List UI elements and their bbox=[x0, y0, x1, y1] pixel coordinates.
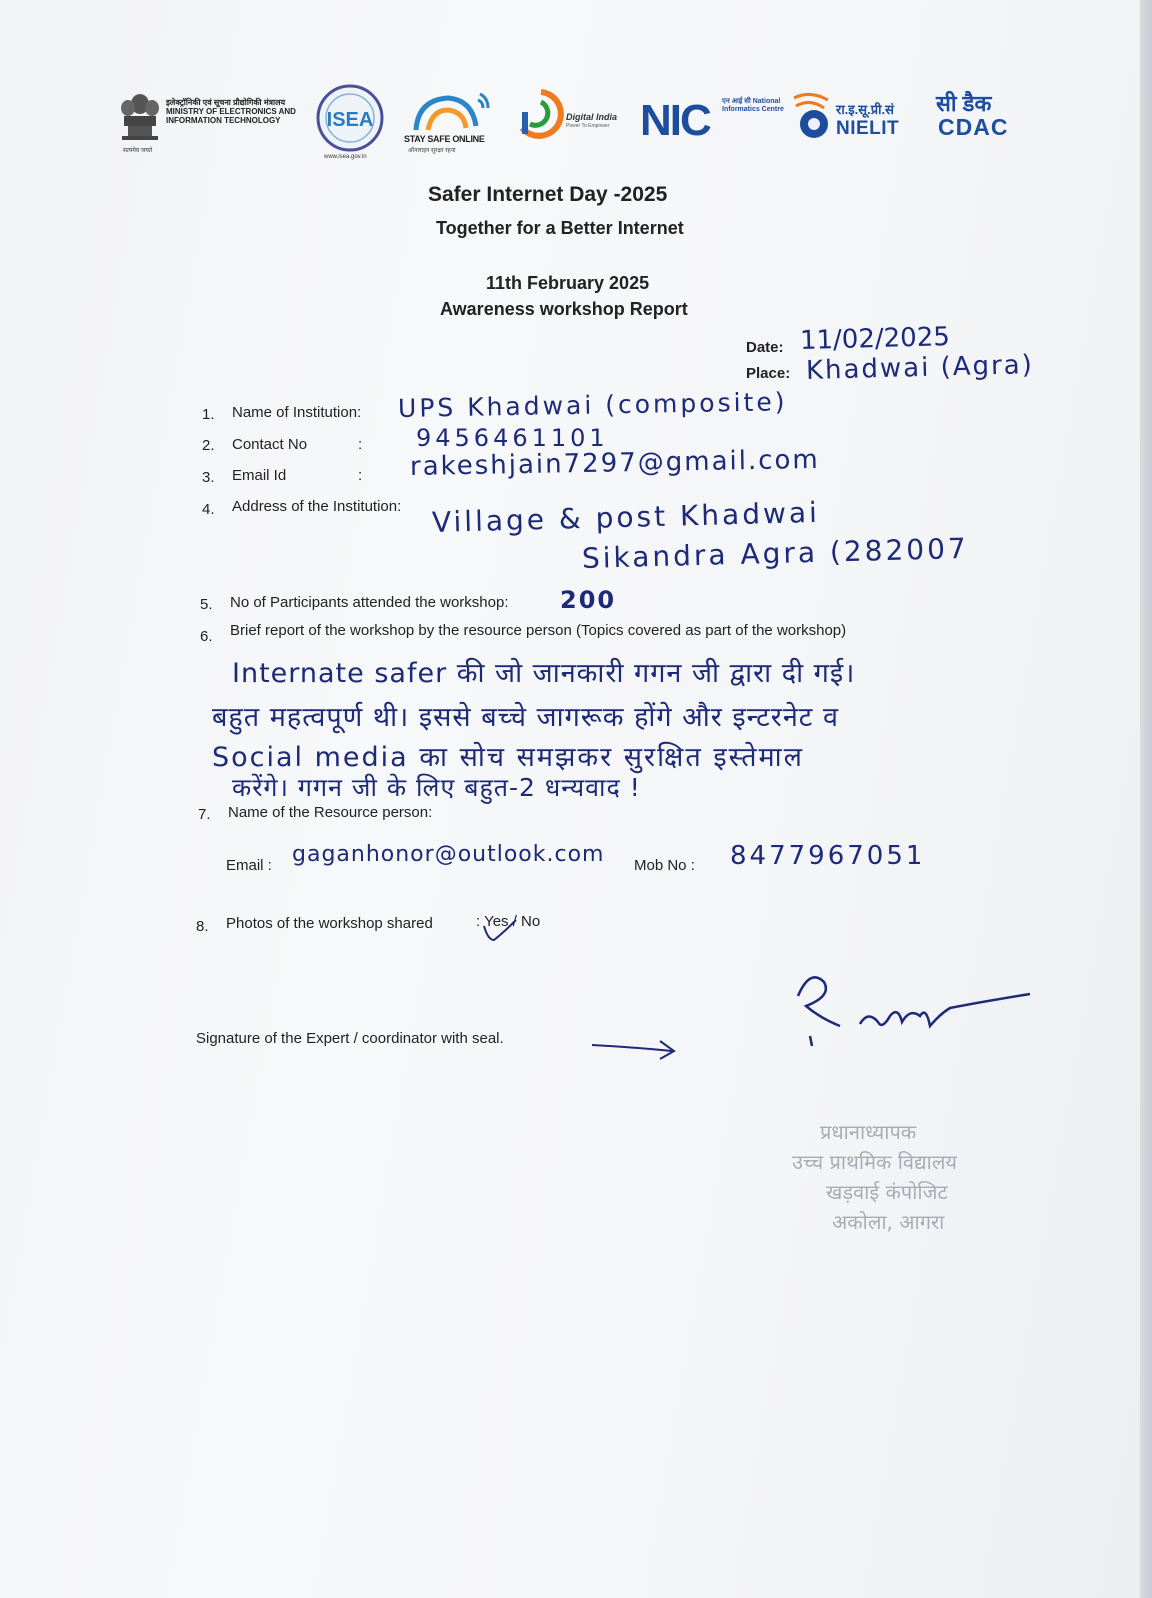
field-number: 1. bbox=[202, 406, 215, 423]
resource-email-label: Email : bbox=[226, 857, 272, 874]
report-line-2: बहुत महत्वपूर्ण थी। इससे बच्चे जागरूक होंगे और इन्टरनेट व bbox=[212, 702, 840, 733]
address-line-1: Village & post Khadwai bbox=[431, 495, 821, 539]
place-value: Khadwai (Agra) bbox=[805, 350, 1035, 386]
nic-logo-text: NIC bbox=[640, 96, 710, 145]
contact-separator: : bbox=[358, 436, 363, 453]
field-number: 2. bbox=[202, 437, 215, 454]
isea-logo-icon bbox=[316, 84, 384, 152]
date-value: 11/02/2025 bbox=[799, 322, 951, 356]
photos-label: Photos of the workshop shared bbox=[226, 915, 433, 932]
photos-options: : Yes / No bbox=[476, 913, 541, 930]
logo-strip bbox=[118, 84, 1038, 164]
field-number: 7. bbox=[198, 806, 211, 823]
stay-safe-text: STAY SAFE ONLINE bbox=[404, 134, 485, 144]
report-title: Safer Internet Day -2025 bbox=[428, 183, 668, 206]
field-number: 6. bbox=[200, 628, 213, 645]
field-number: 8. bbox=[196, 918, 209, 935]
contact-label: Contact No bbox=[232, 436, 308, 453]
field-number: 5. bbox=[200, 596, 213, 613]
contact-value: 9456461101 bbox=[416, 424, 609, 452]
stamp-line-2: उच्च प्राथमिक विद्यालय bbox=[792, 1150, 957, 1174]
report-subtitle: Together for a Better Internet bbox=[436, 218, 684, 238]
report-line-3: Social media का सोच समझकर सुरक्षित इस्तेमाल bbox=[212, 742, 804, 773]
date-label: Date: bbox=[746, 339, 784, 356]
field-number: 3. bbox=[202, 469, 215, 486]
address-line-2: Sikandra Agra (282007 bbox=[581, 531, 970, 575]
nielit-english: NIELIT bbox=[836, 118, 900, 139]
brief-report-label: Brief report of the workshop by the resource person (Topics covered as part of the workshop) bbox=[230, 622, 847, 639]
page-edge bbox=[1140, 0, 1152, 1598]
participants-label: No of Participants attended the workshop: bbox=[230, 594, 509, 611]
signature-image bbox=[780, 966, 1040, 1066]
nielit-icon bbox=[790, 88, 834, 140]
institution-label: Name of Institution: bbox=[232, 404, 362, 421]
nielit-hindi: रा.इ.सू.प्री.सं bbox=[836, 102, 894, 117]
cdac-hindi: सी डैक bbox=[936, 91, 992, 116]
email-id-value: rakeshjain7297@gmail.com bbox=[409, 444, 821, 482]
digital-india-sub: Power To Empower bbox=[566, 123, 610, 129]
isea-url: www.isea.gov.in bbox=[324, 154, 367, 160]
arrow-right-icon bbox=[590, 1035, 680, 1061]
report-line-4: करेंगे। गगन जी के लिए बहुत-2 धन्यवाद ! bbox=[232, 773, 641, 802]
report-line-1: Internate safer की जो जानकारी गगन जी द्वारा दी गई। bbox=[232, 658, 856, 689]
mobile-label: Mob No : bbox=[634, 857, 695, 874]
address-label: Address of the Institution: bbox=[232, 498, 402, 515]
field-number: 4. bbox=[202, 501, 215, 518]
resource-email-value: gaganhonor@outlook.com bbox=[292, 842, 605, 867]
national-emblem-icon bbox=[118, 90, 162, 146]
signature-label: Signature of the Expert / coordinator with seal. bbox=[196, 1030, 504, 1047]
resource-person-label: Name of the Resource person: bbox=[228, 804, 433, 821]
stamp-line-3: खड़वाई कंपोजिट bbox=[826, 1180, 948, 1204]
stamp-line-1: प्रधानाध्यापक bbox=[820, 1120, 917, 1144]
stay-safe-sub: ऑनलाइन सुरक्षा रहना bbox=[408, 148, 456, 154]
nic-sub: एन आई सी National Informatics Centre bbox=[722, 98, 784, 113]
report-type-line: Awareness workshop Report bbox=[440, 299, 688, 319]
meity-text: इलेक्ट्रॉनिकी एवं सूचना प्रौद्योगिकी मंत्रालय MINISTRY OF ELECTRONICS AND INFORMATION TECHNOLOGY bbox=[166, 98, 296, 125]
stamp-line-4: अकोला, आगरा bbox=[832, 1210, 945, 1234]
email-id-label: Email Id bbox=[232, 467, 287, 484]
report-date-line: 11th February 2025 bbox=[486, 273, 650, 293]
yes-tick-mark bbox=[482, 918, 522, 944]
digital-india-icon bbox=[516, 88, 566, 144]
participants-value: 200 bbox=[560, 586, 617, 614]
institution-value: UPS Khadwai (composite) bbox=[397, 387, 788, 423]
svg-text:ISEA: ISEA bbox=[326, 109, 374, 131]
email-separator: : bbox=[358, 467, 363, 484]
cdac-english: CDAC bbox=[938, 114, 1009, 140]
stay-safe-online-icon bbox=[408, 86, 498, 134]
digital-india-text: Digital India bbox=[566, 112, 618, 122]
mobile-value: 8477967051 bbox=[730, 841, 926, 871]
place-label: Place: bbox=[746, 365, 791, 382]
emblem-caption: सत्यमेव जयते bbox=[123, 148, 153, 154]
